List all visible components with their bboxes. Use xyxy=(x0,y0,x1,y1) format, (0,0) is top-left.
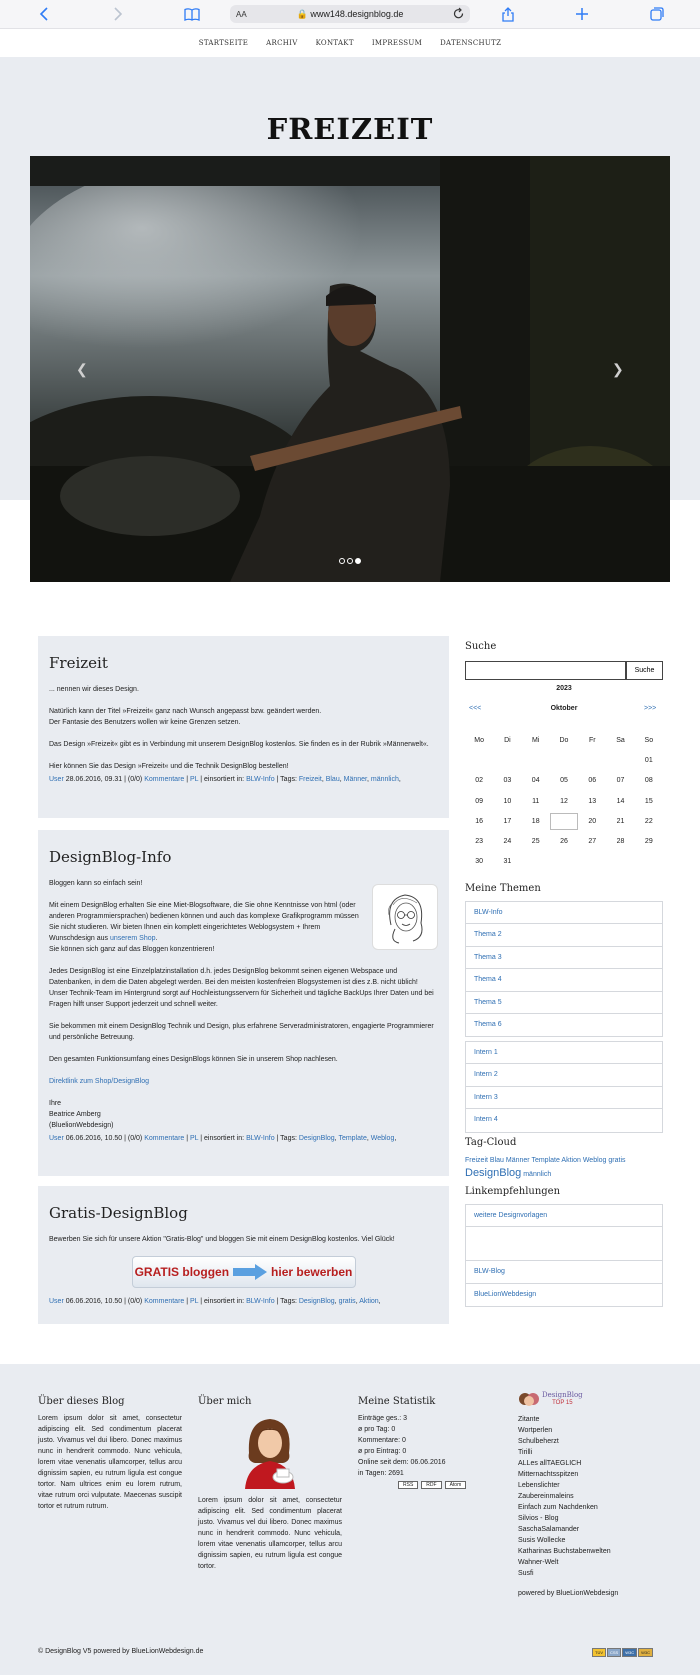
post-author-link[interactable]: User xyxy=(49,1135,64,1142)
post-paragraph: Sie bekommen mit einem DesignBlog Technik und Design, plus erfahrene Serveradministratoren, engagierte Programmierer und persönliche Betreuung. xyxy=(49,1023,434,1041)
calendar-day xyxy=(606,752,634,769)
post-text: Sie können sich ganz auf das Bloggen konzentrieren! xyxy=(49,946,215,953)
designblog-top15-logo[interactable] xyxy=(518,1390,668,1408)
top15-item[interactable]: Wortperlen xyxy=(518,1427,553,1434)
copyright: © DesignBlog V5 powered by BlueLionWebdesign.de xyxy=(38,1648,204,1655)
calendar-day: 17 xyxy=(503,817,512,825)
lock-icon: 🔒 xyxy=(296,8,308,19)
calendar-day: 08 xyxy=(644,777,653,785)
top15-item[interactable]: ALLes allTAEGLICH xyxy=(518,1460,582,1467)
top15-item[interactable]: Silvios - Blog xyxy=(518,1515,559,1522)
calendar-day: 22 xyxy=(644,817,653,825)
validation-badges xyxy=(592,1648,653,1657)
calendar-day xyxy=(465,752,493,769)
tagcloud-link[interactable]: Aktion xyxy=(561,1157,581,1164)
calendar-week-row xyxy=(465,811,663,831)
tuv-badge[interactable]: TÜV xyxy=(592,1648,606,1657)
tagcloud-link[interactable]: Template xyxy=(531,1157,560,1164)
calendar-day: 14 xyxy=(616,797,625,805)
post-paragraph: Bewerben Sie sich für unsere Aktion "Gratis-Blog" und bloggen Sie mit einem DesignBlog kostenlos. Viel Glück! xyxy=(49,1236,395,1243)
tag-link[interactable]: Weblog xyxy=(370,1135,395,1142)
footer-top15 xyxy=(518,1390,668,1597)
rdf-feed-button[interactable]: RDF xyxy=(421,1481,441,1489)
calendar-day xyxy=(635,853,663,870)
post-meta: User 06.06.2016, 10.50 | (0/0) Kommentare | PL | einsortiert in: BLW-Info | Tags: DesignBlog, gratis, Aktion, xyxy=(49,1298,381,1305)
comments-link[interactable]: Kommentare xyxy=(144,776,185,783)
direct-shop-link[interactable]: Direktlink zum Shop/DesignBlog xyxy=(49,1078,149,1085)
top15-item[interactable]: Lebenslichter xyxy=(518,1482,560,1489)
slider-prev-chevron-icon[interactable]: ❮ xyxy=(76,361,88,377)
link-recommendation[interactable]: weitere Designvorlagen xyxy=(466,1205,662,1227)
slider-next-chevron-icon[interactable]: ❯ xyxy=(612,361,624,377)
calendar-day: 30 xyxy=(475,858,484,866)
category-link[interactable]: BLW-Info xyxy=(246,776,275,783)
footer-statistics xyxy=(358,1396,498,1489)
shop-link[interactable]: unserem Shop xyxy=(109,935,156,942)
link-empty-slot xyxy=(466,1227,662,1261)
slider-pagination xyxy=(30,558,670,564)
post-title[interactable]: Gratis-DesignBlog xyxy=(49,1204,188,1222)
footer-heading: Meine Statistik xyxy=(358,1396,436,1407)
nav-kontakt[interactable]: KONTAKT xyxy=(315,39,354,47)
calendar-week-row xyxy=(465,831,663,851)
post-paragraph: ... nennen wir dieses Design. xyxy=(49,686,139,693)
top15-item[interactable]: Susfi xyxy=(518,1570,534,1577)
tabs-overview-icon[interactable] xyxy=(647,5,667,23)
calendar-day xyxy=(578,853,606,870)
stat-line: in Tagen: 2691 xyxy=(358,1470,404,1477)
slider-dot-active[interactable] xyxy=(355,558,361,564)
theme-link[interactable]: Thema 4 xyxy=(466,969,662,991)
themes-list xyxy=(465,901,663,1037)
top15-item[interactable]: Einfach zum Nachdenken xyxy=(518,1504,598,1511)
post-paragraph: Natürlich kann der Titel »Freizeit« ganz nach Wunsch angepasst bzw. geändert werden. Der Fantasie des Benutzers wollen wir keine Grenzen setzen. xyxy=(49,708,322,726)
banner-arrow-icon xyxy=(233,1264,267,1280)
theme-link[interactable]: Thema 6 xyxy=(474,1020,502,1028)
post-author-link[interactable]: User xyxy=(49,776,64,783)
comments-link[interactable]: Kommentare xyxy=(144,1298,185,1305)
links-heading: Linkempfehlungen xyxy=(465,1186,561,1197)
tagcloud-heading: Tag-Cloud xyxy=(465,1137,517,1148)
main-navigation xyxy=(0,29,700,57)
calendar-day: 27 xyxy=(588,838,597,846)
tag-link[interactable]: Template xyxy=(338,1135,367,1142)
link-recommendation[interactable]: BlueLionWebdesign xyxy=(474,1290,537,1298)
tag-link[interactable]: männlich xyxy=(370,776,399,783)
calendar-prev-link[interactable]: <<< xyxy=(469,705,482,712)
category-link[interactable]: BLW-Info xyxy=(246,1298,275,1305)
slider-dot[interactable] xyxy=(347,558,353,564)
meta-label: | einsortiert in: xyxy=(198,1135,247,1142)
post-paragraph: Das Design »Freizeit« gibt es in Verbindung mit unserem DesignBlog kostenlos. Sie finden es in der Rubrik »Männerwelt«. xyxy=(49,741,429,748)
weekday-label: Fr xyxy=(588,736,596,744)
calendar-day: 16 xyxy=(475,817,484,825)
calendar-week-row xyxy=(465,852,663,872)
link-recommendation[interactable]: BLW-Blog xyxy=(466,1261,662,1283)
weekday-label: Do xyxy=(559,736,569,744)
calendar-day: 31 xyxy=(503,858,512,866)
calendar-day xyxy=(578,752,606,769)
themes-heading: Meine Themen xyxy=(465,883,541,894)
calendar-day: 06 xyxy=(588,777,597,785)
tag-link[interactable]: DesignBlog xyxy=(298,1135,335,1142)
statistics-list xyxy=(358,1413,498,1479)
stat-line: ø pro Eintrag: 0 xyxy=(358,1448,407,1455)
weekday-label: So xyxy=(644,736,654,744)
top15-item[interactable]: Tirilli xyxy=(518,1449,533,1456)
weekday-label: Sa xyxy=(616,736,625,744)
nav-impressum[interactable]: IMPRESSUM xyxy=(371,39,423,47)
tag-link[interactable]: Männer xyxy=(343,776,367,783)
intern-link[interactable]: Intern 1 xyxy=(466,1042,662,1064)
stat-line: Einträge ges.: 3 xyxy=(358,1415,408,1422)
top15-item[interactable]: Wahner-Welt xyxy=(518,1559,559,1566)
post-date: 06.06.2016, 10.50 | (0/0) xyxy=(63,1135,145,1142)
meta-label: | Tags: xyxy=(274,776,299,783)
post-paragraph: Jedes DesignBlog ist eine Einzelplatzinstallation d.h. jedes DesignBlog bekommt seinen eigenen Webspace und Datenbanken, in dem die Daten abgelegt werden. Bei den meisten kostenfreien Blogsystemen ist dies z.B. nicht üblich! Unser Technik-Team im Hintergrund sorgt auf Hochleistungsservern für Sicherheit und tägliche BackUps Ihrer Daten und bei Fragen hilft unser Support jederzeit und schnell weiter. xyxy=(49,968,434,1008)
meta-label: | einsortiert in: xyxy=(198,776,247,783)
calendar-grid xyxy=(465,730,663,872)
post-author-link[interactable]: User xyxy=(49,1298,64,1305)
category-link[interactable]: BLW-Info xyxy=(246,1135,275,1142)
calendar-day: 11 xyxy=(532,797,540,805)
calendar-day xyxy=(493,752,521,769)
top15-list xyxy=(518,1414,668,1579)
comments-link[interactable]: Kommentare xyxy=(144,1135,185,1142)
permalink[interactable]: PL xyxy=(190,1298,199,1305)
theme-link[interactable]: BLW-Info xyxy=(466,902,662,924)
banner-text: GRATIS bloggen xyxy=(134,1265,230,1279)
tag-link[interactable]: Blau xyxy=(325,776,340,783)
meta-label: | einsortiert in: xyxy=(198,1298,247,1305)
blog-post xyxy=(38,1186,449,1324)
tagcloud-link[interactable]: Weblog xyxy=(582,1157,607,1164)
about-me-avatar xyxy=(198,1413,342,1495)
top15-item[interactable]: Mitternachtsspitzen xyxy=(518,1471,579,1478)
calendar-week-row xyxy=(465,771,663,791)
rss-feed-button[interactable]: RSS xyxy=(398,1481,418,1489)
calendar-day: 05 xyxy=(560,777,568,785)
tag-link[interactable]: gratis xyxy=(338,1298,356,1305)
top15-item[interactable]: SaschaSalamander xyxy=(518,1526,580,1533)
nav-startseite[interactable]: STARTSEITE xyxy=(198,39,249,47)
top15-faces-icon xyxy=(518,1390,540,1408)
calendar-week-row xyxy=(465,791,663,811)
new-tab-plus-icon[interactable] xyxy=(572,5,592,23)
calendar-day: 13 xyxy=(588,797,597,805)
calendar-day: 02 xyxy=(475,777,484,785)
nav-datenschutz[interactable]: DATENSCHUTZ xyxy=(440,39,502,47)
banner-text: hier bewerben xyxy=(271,1265,353,1279)
post-text: Mit einem DesignBlog erhalten Sie eine Miet-Blogsoftware, die Sie ohne Kenntnisse von html (oder anderen Programmiersprachen) bedienen können und auch das komplexe Grafikprogramm müssen Sie nicht studieren. Wir bieten Ihnen ein komplett eingerichtetes Weblogsystem + Ihrem Wunschdesign aus xyxy=(49,902,359,942)
calendar-day: 07 xyxy=(616,777,625,785)
nav-archiv[interactable]: ARCHIV xyxy=(266,39,298,47)
footer-heading: Über mich xyxy=(198,1396,252,1407)
tag-link[interactable]: Freizeit xyxy=(298,776,322,783)
author-portrait-sketch xyxy=(372,884,438,950)
blog-post xyxy=(38,636,449,818)
atom-feed-button[interactable]: Atom xyxy=(445,1481,467,1489)
stat-line: Online seit dem: 06.06.2016 xyxy=(358,1459,446,1466)
gratis-apply-banner[interactable] xyxy=(132,1256,356,1288)
calendar-day xyxy=(522,853,550,870)
reload-icon[interactable] xyxy=(453,7,464,22)
tagcloud-link[interactable]: Freizeit xyxy=(465,1157,488,1164)
calendar-month: Oktober xyxy=(550,705,578,712)
intern-link[interactable]: Intern 4 xyxy=(474,1116,498,1124)
stat-line: Kommentare: 0 xyxy=(358,1437,406,1444)
slider-photo-man-with-guitar xyxy=(30,156,670,582)
calendar-day: 25 xyxy=(531,838,540,846)
tagcloud-link[interactable]: männlich xyxy=(523,1171,552,1178)
tagcloud-link[interactable]: Blau xyxy=(489,1157,504,1164)
intern-link[interactable]: Intern 2 xyxy=(466,1064,662,1086)
w3c-badge[interactable]: W3C xyxy=(638,1648,653,1657)
back-chevron-icon[interactable] xyxy=(34,5,54,23)
w3c-badge[interactable]: W3C xyxy=(622,1648,637,1657)
feed-buttons xyxy=(398,1481,498,1489)
css-badge[interactable]: CSS xyxy=(607,1648,621,1657)
forward-chevron-icon[interactable] xyxy=(108,5,128,23)
post-text: . xyxy=(155,935,158,942)
top15-item[interactable]: Susis Wollecke xyxy=(518,1537,566,1544)
links-list xyxy=(465,1204,663,1307)
post-title[interactable]: Freizeit xyxy=(49,654,108,672)
tag-link[interactable]: Aktion xyxy=(359,1298,379,1305)
address-bar[interactable] xyxy=(230,5,470,23)
calendar-day: 23 xyxy=(475,838,484,846)
bookmarks-book-icon[interactable] xyxy=(182,5,202,23)
weekday-label: Mo xyxy=(474,736,484,744)
calendar-day: 29 xyxy=(644,838,653,846)
permalink[interactable]: PL xyxy=(190,1135,199,1142)
calendar-week-row xyxy=(465,750,663,770)
tagcloud-link-large[interactable]: DesignBlog xyxy=(465,1167,522,1179)
reader-aa-button[interactable]: AA xyxy=(236,9,247,19)
intern-list xyxy=(465,1041,663,1133)
calendar-next-link[interactable]: >>> xyxy=(644,705,657,712)
footer-about-me xyxy=(198,1396,342,1572)
calendar-day: 09 xyxy=(475,797,484,805)
meta-label: | Tags: xyxy=(274,1298,299,1305)
footer-about xyxy=(38,1396,182,1512)
theme-link[interactable]: Thema 3 xyxy=(466,947,662,969)
calendar-day: 15 xyxy=(644,797,653,805)
post-paragraph: Bloggen kann so einfach sein! xyxy=(49,880,143,887)
top15-item[interactable]: Schulbeherzt xyxy=(518,1438,559,1445)
tagcloud-link[interactable]: Männer xyxy=(505,1157,530,1164)
calendar-day xyxy=(606,853,634,870)
meta-label: | Tags: xyxy=(274,1135,299,1142)
calendar-day xyxy=(522,752,550,769)
post-title[interactable]: DesignBlog-Info xyxy=(49,848,172,866)
tag-cloud xyxy=(465,1155,670,1181)
top15-logo-title: DesignBlog xyxy=(542,1391,583,1399)
theme-link[interactable]: Thema 2 xyxy=(466,924,662,946)
post-paragraph xyxy=(49,1076,438,1087)
calendar-day: 20 xyxy=(588,817,597,825)
tag-link[interactable]: DesignBlog xyxy=(298,1298,335,1305)
calendar-day xyxy=(550,853,578,870)
post-meta: User 28.06.2016, 09.31 | (0/0) Kommentare | PL | einsortiert in: BLW-Info | Tags: Freizeit, Blau, Männer, männlich, xyxy=(49,776,401,783)
calendar-year: 2023 xyxy=(556,685,572,692)
share-icon[interactable] xyxy=(498,5,518,23)
post-signature: Ihre Beatrice Amberg (BluelionWebdesign) xyxy=(49,1100,114,1129)
footer-about-me-text: Lorem ipsum dolor sit amet, consectetur adipiscing elit. Sed condimentum placerat justo. Vivamus vel dui libero. Donec maximus nunc in hendrerit commodo. Nunc vehicula, lorem vitae venenatis ullamcorper, tellus arcu dignissim sapien, eu rutrum ligula est congue tortor. xyxy=(198,1497,342,1570)
tagcloud-link[interactable]: gratis xyxy=(608,1157,626,1164)
post-date: 06.06.2016, 10.50 | (0/0) xyxy=(63,1298,145,1305)
permalink[interactable]: PL xyxy=(190,776,199,783)
weekday-label: Mi xyxy=(532,736,540,744)
calendar-day: 21 xyxy=(616,817,625,825)
calendar-day: 24 xyxy=(503,838,512,846)
url-text: www148.designblog.de xyxy=(310,8,404,19)
calendar-day: 10 xyxy=(503,797,512,805)
theme-link[interactable]: Thema 5 xyxy=(466,992,662,1014)
calendar-day: 12 xyxy=(560,797,568,805)
blog-post xyxy=(38,830,449,1176)
calendar-day: 18 xyxy=(531,817,540,825)
search-button[interactable]: Suche xyxy=(626,661,663,680)
browser-toolbar xyxy=(0,0,700,29)
top15-logo-sub: TOP 15 xyxy=(552,1400,573,1406)
post-date: 28.06.2016, 09.31 | (0/0) xyxy=(63,776,145,783)
weekday-label: Di xyxy=(504,736,511,744)
calendar-weekday-row xyxy=(465,730,663,750)
footer-about-text: Lorem ipsum dolor sit amet, consectetur adipiscing elit. Sed condimentum placerat justo. Vivamus vel dui libero. Donec maximus nunc in hendrerit commodo. Nunc vehicula, lorem vitae venenatis ullamcorper, tellus arcu dignissim sapien, eu rutrum ligula est congue tortor. Nam ultrices enim eu lorem rutrum, vitae rutrum orci vulputate. Maecenas suscipit tortor et rutrum rutrum. xyxy=(38,1415,182,1510)
calendar-day: 26 xyxy=(560,838,568,846)
stat-line: ø pro Tag: 0 xyxy=(358,1426,396,1433)
top15-item[interactable]: Katharinas Buchstabenwelten xyxy=(518,1548,611,1555)
post-meta: User 06.06.2016, 10.50 | (0/0) Kommentare | PL | einsortiert in: BLW-Info | Tags: DesignBlog, Template, Weblog, xyxy=(49,1135,397,1142)
top15-powered-by[interactable]: powered by BlueLionWebdesign xyxy=(518,1590,619,1597)
image-slider xyxy=(30,156,670,582)
top15-item[interactable]: Zaubereinmaleins xyxy=(518,1493,574,1500)
intern-link[interactable]: Intern 3 xyxy=(466,1087,662,1109)
calendar-day-today xyxy=(550,813,578,830)
calendar-day: 03 xyxy=(503,777,512,785)
search-heading: Suche xyxy=(465,641,497,652)
post-paragraph: Den gesamten Funktionsumfang eines DesignBlogs können Sie in unserem Shop nachlesen. xyxy=(49,1056,338,1063)
calendar-day: 01 xyxy=(644,756,653,764)
calendar-day: 04 xyxy=(531,777,540,785)
footer-heading: Über dieses Blog xyxy=(38,1396,125,1407)
top15-item[interactable]: Zitante xyxy=(518,1416,540,1423)
calendar-day xyxy=(550,752,578,769)
slider-dot[interactable] xyxy=(339,558,345,564)
calendar-day: 28 xyxy=(616,838,625,846)
search-input[interactable] xyxy=(465,661,626,680)
page-title: FREIZEIT xyxy=(266,112,434,146)
post-paragraph: Hier können Sie das Design »Freizeit« und die Technik DesignBlog bestellen! xyxy=(49,763,289,770)
